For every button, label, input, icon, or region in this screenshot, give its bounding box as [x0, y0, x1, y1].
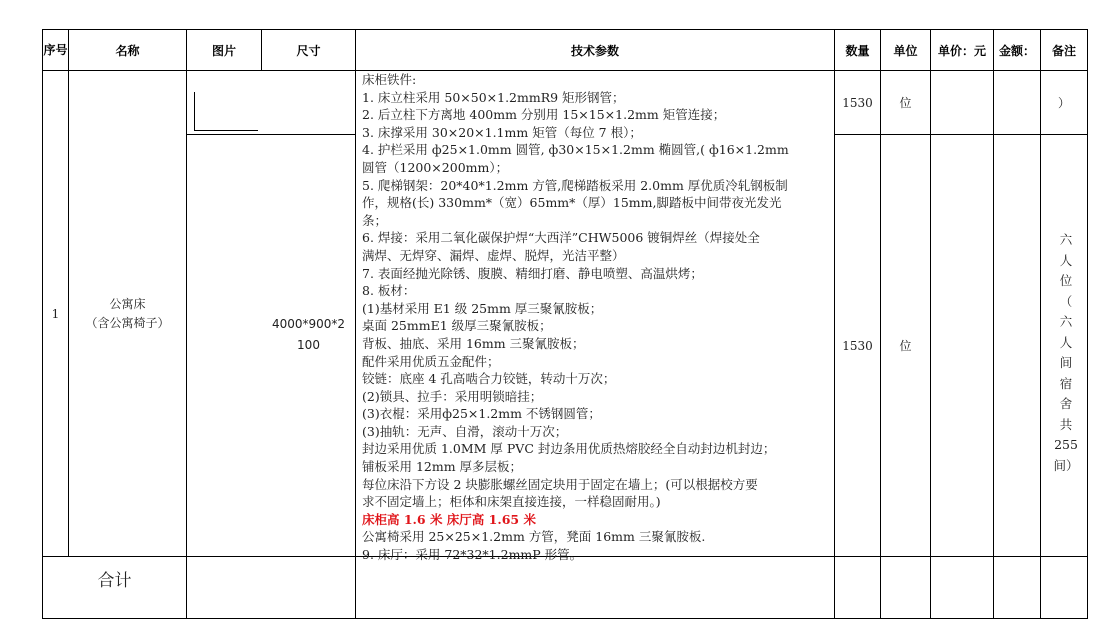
tech-line: 铰链：底座 4 孔高啮合力铰链，转动十万次；	[362, 371, 616, 387]
sub1-unit: 位	[899, 96, 912, 110]
tech-line: 作，规格(长) 330mm*（宽）65mm*（厚）15mm,脚踏板中间带夜光发光	[362, 195, 782, 211]
tech-line: 3. 床撑采用 30×20×1.1mm 矩管（每位 7 根）；	[362, 124, 642, 140]
remark-char: 位	[1059, 273, 1073, 288]
header-qty: 数量	[845, 43, 870, 58]
tech-line: 求不固定墙上；柜体和床架直接连接，一样稳固耐用。)	[362, 494, 661, 510]
remark-char: 255	[1054, 437, 1078, 452]
row-name-line1: 公寓床	[109, 296, 146, 311]
tech-line: (2)锁具、拉手：采用明锁暗挂；	[362, 388, 543, 404]
header-image: 图片	[211, 43, 236, 58]
sub1-remark: ）	[1057, 96, 1070, 110]
tech-line: 2. 后立柱下方离地 400mm 分别用 15×15×1.2mm 矩管连接；	[362, 107, 726, 123]
tech-line: 6. 焊接：采用二氧化碳保护焊“大西洋”CHW5006 镀铜焊丝（焊接处全	[362, 230, 760, 246]
tech-line: 8. 板材：	[362, 283, 416, 299]
row-seq: 1	[51, 306, 60, 321]
border-v	[355, 29, 356, 619]
tech-line: 桌面 25mmE1 级厚三聚氰胺板；	[362, 318, 552, 334]
tech-line: 每位床沿下方设 2 块膨胀螺丝固定块用于固定在墙上；(可以根据校方要	[362, 476, 758, 492]
tech-line: 铺板采用 12mm 厚多层板；	[362, 459, 523, 475]
header-seq: 序号	[43, 43, 68, 57]
border-v	[1087, 29, 1088, 619]
sub2-remark	[1048, 230, 1084, 476]
image-placeholder	[194, 130, 258, 131]
tech-line: 9. 床厅：采用 72*32*1.2mmP 形管。	[362, 547, 583, 563]
header-remark: 备注	[1051, 43, 1076, 58]
tech-line: 7. 表面经抛光除锈、腹膜、精细打磨、静电喷塑、高温烘烤；	[362, 265, 703, 281]
header-size: 尺寸	[296, 43, 321, 58]
header-amount: 金额：	[998, 43, 1035, 58]
sub2-unit: 位	[899, 339, 912, 353]
remark-char: 间	[1059, 355, 1073, 370]
tech-line: (3)抽轨：无声、自滑，滚动十万次；	[362, 423, 568, 439]
sub2-qty: 1530	[842, 338, 873, 353]
header-unit-price: 单价：元	[937, 43, 986, 58]
remark-char: 舍	[1059, 396, 1073, 411]
row-name	[69, 71, 186, 556]
sub1-qty: 1530	[842, 95, 873, 110]
remark-char: 宿	[1059, 375, 1073, 391]
image-placeholder	[194, 92, 195, 131]
remark-char: 人	[1059, 252, 1073, 268]
header-name: 名称	[115, 43, 140, 58]
tech-line: 4. 护栏采用 ф25×1.0mm 圆管, ф30×15×1.2mm 椭圆管,( ф16×1.2mm	[362, 142, 789, 158]
header-tech: 技术参数	[570, 43, 619, 58]
header-unit: 单位	[893, 43, 918, 58]
remark-char: 人	[1059, 334, 1073, 350]
row-name-line2: （含公寓椅子）	[85, 315, 170, 330]
tech-line: 1. 床立柱采用 50×50×1.2mmR9 矩形钢管；	[362, 89, 625, 105]
row-size-line1: 4000*900*2	[271, 317, 346, 331]
remark-char: 六	[1059, 232, 1073, 247]
row-size	[262, 300, 355, 370]
tech-line: 公寓椅采用 25×25×1.2mm 方管，凳面 16mm 三聚氰胺板.	[362, 529, 706, 545]
remark-char: 六	[1059, 314, 1073, 329]
tech-line: (3)衣棍：采用ф25×1.2mm 不锈钢圆管；	[362, 406, 601, 422]
tech-line: 条；	[362, 212, 388, 228]
remark-char: 间）	[1053, 457, 1079, 473]
border-h	[42, 618, 1088, 619]
tech-line: 圆管（1200×200mm）；	[362, 159, 509, 175]
remark-char: 共	[1059, 416, 1073, 432]
remark-char: （	[1059, 293, 1073, 309]
tech-line: 背板、抽底、采用 16mm 三聚氰胺板；	[362, 335, 585, 351]
tech-line: 床柜铁件:	[362, 72, 417, 87]
border-v	[993, 29, 994, 619]
tech-line: 床柜高 1.6 米 床厅高 1.65 米	[362, 511, 536, 527]
tech-line: 满焊、无焊穿、漏焊、虚焊、脱焊，光洁平整）	[362, 247, 625, 263]
tech-line: 封边采用优质 1.0MM 厚 PVC 封边条用优质热熔胶经全自动封边机封边；	[362, 441, 776, 457]
border-v	[186, 29, 187, 619]
border-h	[186, 134, 355, 135]
tech-params	[362, 71, 832, 564]
border-v	[930, 29, 931, 619]
tech-line: (1)基材采用 E1 级 25mm 厚三聚氰胺板；	[362, 300, 603, 316]
tech-line: 5. 爬梯钢架：20*40*1.2mm 方管,爬梯踏板采用 2.0mm 厚优质冷轧钢板制	[362, 177, 788, 193]
tech-line: 配件采用优质五金配件；	[362, 353, 500, 369]
total-label: 合计	[97, 570, 132, 591]
row-size-line2: 100	[297, 338, 320, 352]
